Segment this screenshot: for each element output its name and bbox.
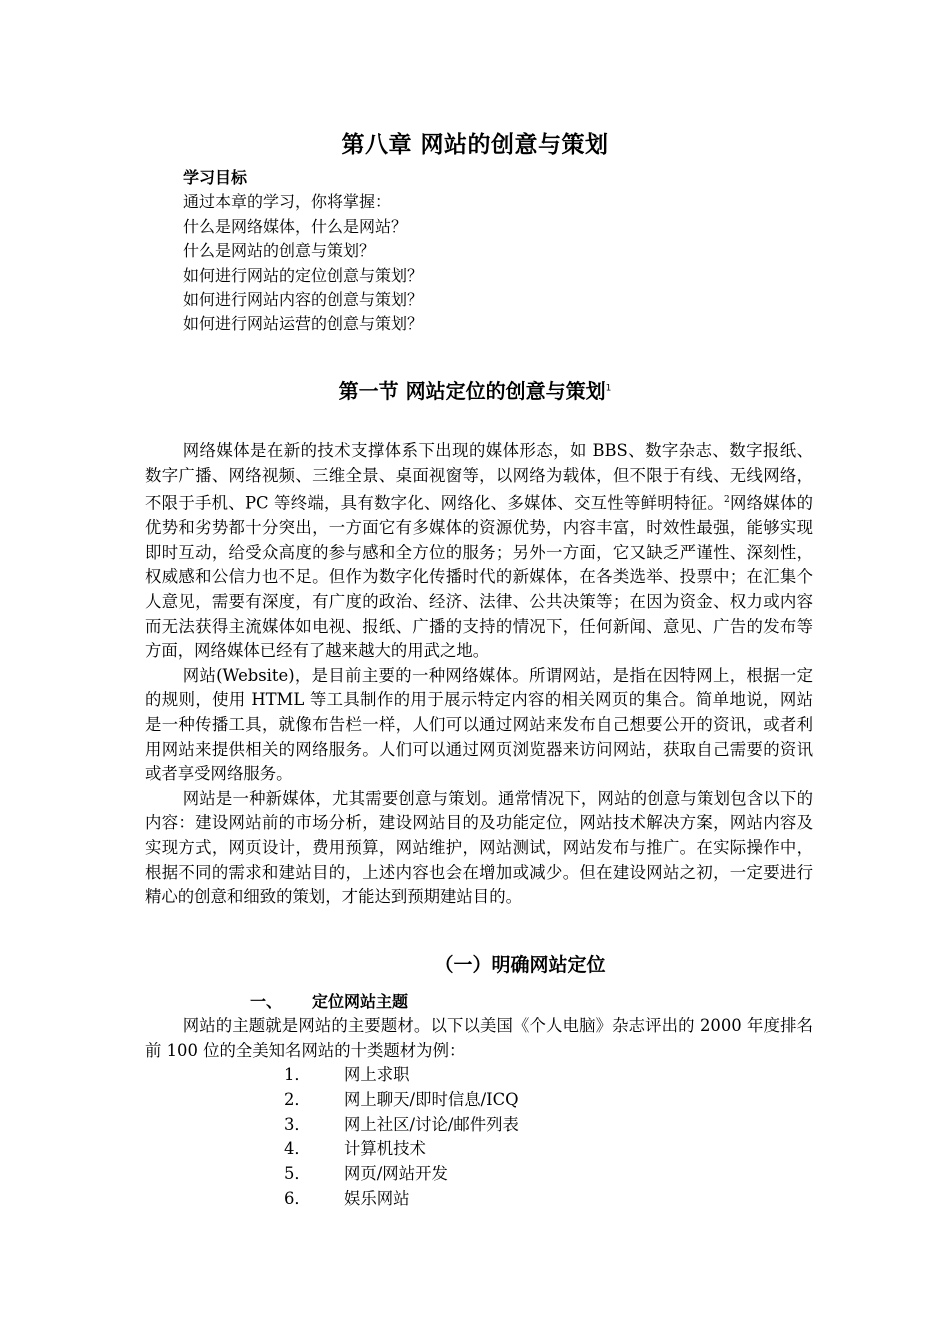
list-item — [284, 1113, 519, 1138]
list-item — [284, 1063, 519, 1088]
list-item — [284, 1137, 519, 1162]
list-item — [284, 1088, 519, 1113]
objective-line: 如何进行网站运营的创意与策划？ — [183, 314, 424, 334]
heading-text: 定位网站主题 — [312, 992, 409, 1011]
learning-objectives — [183, 166, 423, 337]
section-body — [145, 439, 813, 910]
objectives-heading: 学习目标 — [183, 168, 248, 187]
list-item — [284, 1162, 519, 1187]
topic-list — [284, 1063, 519, 1212]
list-number: 2． — [284, 1089, 311, 1109]
footnote-marker: 2 — [723, 495, 730, 506]
paragraph-text: 网络媒体是在新的技术支撑体系下出现的媒体形态，如 BBS、数字杂志、数字报纸、数字广播、网络视频、三维全景、桌面视窗等，以网络为载体，但不限于有线、无线网络，不限于手机、PC 等终端，具有数字化、网络化、多媒体、交互性等鲜明特征。 — [145, 441, 813, 513]
objective-line: 如何进行网站的定位创意与策划？ — [183, 265, 424, 285]
list-number: 3． — [284, 1114, 311, 1134]
section-title — [0, 375, 950, 404]
paragraph: 网站(Website)，是目前主要的一种网络媒体。所谓网站，是指在因特网上，根据一定的规则，使用 HTML 等工具制作的用于展示特定内容的相关网页的集合。简单地说，网站是一种传播工具，就像布告栏一样，人们可以通过网站来发布自己想要公开的资讯，或者利用网站来提供相关的网络服务。人们可以通过网页浏览器来访问网站，获取自己需要的资讯或者享受网络服务。 — [145, 665, 813, 784]
list-number: 5． — [284, 1164, 311, 1184]
list-number: 1． — [284, 1065, 311, 1084]
list-text: 网上社区/讨论/邮件列表 — [344, 1114, 519, 1134]
footnote-marker: 1 — [605, 383, 612, 394]
list-text: 网上求职 — [344, 1065, 410, 1084]
section-title-text: 第一节 网站定位的创意与策划 — [338, 379, 606, 403]
list-text: 网上聊天/即时信息/ICQ — [344, 1089, 519, 1109]
paragraph-text: 网络媒体的优势和劣势都十分突出，一方面它有多媒体的资源优势，内容丰富，时效性最强，能够实现即时互动，给受众高度的参与感和全方位的服务；另外一方面，它又缺乏严谨性、深刻性，权威感和公信力也不足。但作为数字化传播时代的新媒体，在各类选举、投票中；在汇集个人意见，需要有深度，有广度的政治、经济、法律、公共决策等；在因为资金、权力或内容而无法获得主流媒体如电视、报纸、广播的支持的情况下，任何新闻、意见、广告的发布等方面，网络媒体已经有了越来越大的用武之地。 — [145, 493, 814, 661]
subsection-title: （一）明确网站定位 — [434, 954, 606, 976]
objective-line: 如何进行网站内容的创意与策划？ — [183, 290, 424, 310]
list-text: 娱乐网站 — [344, 1188, 410, 1208]
paragraph: 网站是一种新媒体，尤其需要创意与策划。通常情况下，网站的创意与策划包含以下的内容：建设网站前的市场分析，建设网站目的及功能定位，网站技术解决方案，网站内容及实现方式，网页设计，费用预算，网站维护，网站测试，网站发布与推广。在实际操作中，根据不同的需求和建站目的，上述内容也会在增加或减少。但在建设网站之初，一定要进行精心的创意和细致的策划，才能达到预期建站目的。 — [145, 788, 813, 907]
list-text: 计算机技术 — [344, 1139, 426, 1159]
objective-line: 什么是网络媒体，什么是网站？ — [183, 216, 408, 236]
objective-line: 什么是网站的创意与策划？ — [183, 241, 376, 261]
chapter-title: 第八章 网站的创意与策划 — [341, 132, 609, 158]
list-number: 6． — [284, 1188, 311, 1208]
objective-line: 通过本章的学习，你将掌握： — [183, 192, 392, 212]
list-text: 网页/网站开发 — [344, 1164, 448, 1184]
paragraph: 网站的主题就是网站的主要题材。以下以美国《个人电脑》杂志评出的 2000 年度排名前 100 位的全美知名网站的十类题材为例： — [145, 1016, 813, 1060]
list-item — [284, 1187, 519, 1212]
level1-heading — [250, 989, 408, 1012]
heading-number: 一、 — [250, 992, 283, 1011]
list-number: 4． — [284, 1139, 311, 1159]
intro-paragraph — [145, 1014, 813, 1063]
paragraph — [145, 439, 813, 664]
